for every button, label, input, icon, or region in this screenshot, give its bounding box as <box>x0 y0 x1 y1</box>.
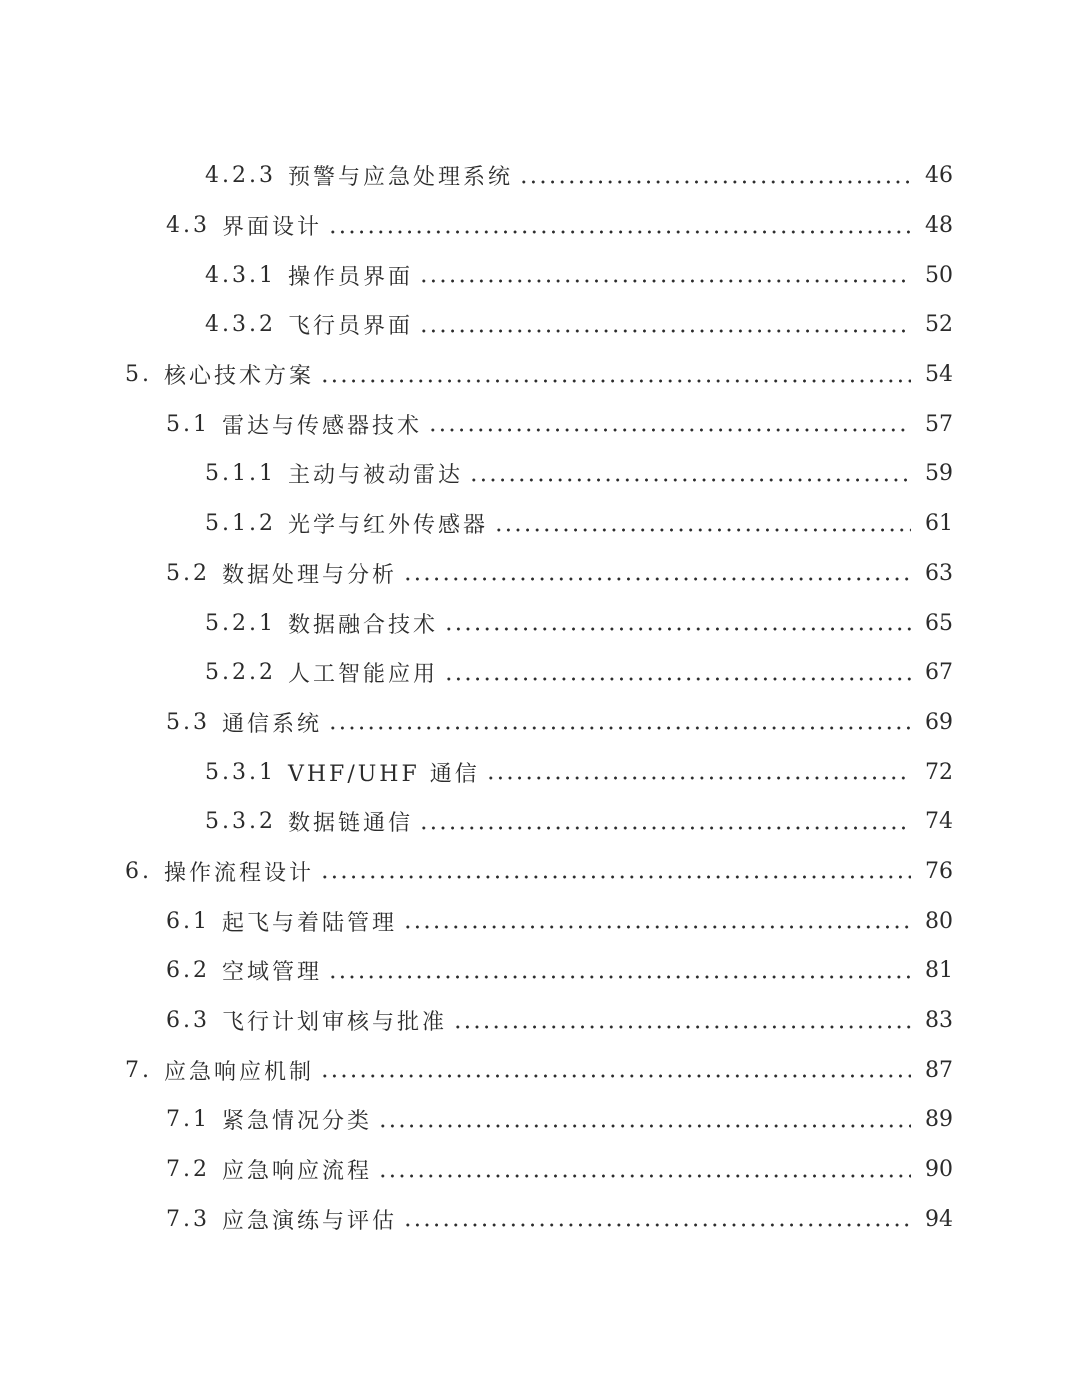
toc-entry-label <box>125 359 314 390</box>
toc-entry[interactable] <box>0 1095 1080 1145</box>
toc-entry-number: 6.3 <box>166 1008 210 1034</box>
toc-entry[interactable] <box>0 1145 1080 1195</box>
toc-entry-number: 5.1.1 <box>205 461 276 487</box>
toc-entry[interactable] <box>0 151 1080 201</box>
toc-entry-title: 数据融合技术 <box>287 612 438 638</box>
toc-entry-number: 7.3 <box>166 1206 210 1232</box>
toc-entry-page-number: 69 <box>925 709 953 735</box>
toc-entry-page-number: 52 <box>925 312 953 338</box>
toc-dot-leader <box>444 677 911 681</box>
toc-entry[interactable] <box>0 201 1080 251</box>
toc-entry-title: 数据链通信 <box>287 811 413 837</box>
toc-dot-leader <box>469 478 911 482</box>
toc-entry[interactable] <box>0 648 1080 698</box>
toc-entry[interactable] <box>0 598 1080 648</box>
toc-entry[interactable] <box>0 350 1080 400</box>
toc-entry-number: 4.3.1 <box>205 262 276 288</box>
toc-dot-leader <box>486 776 911 780</box>
toc-entry-page-number: 74 <box>925 809 953 835</box>
toc-entry[interactable] <box>0 1045 1080 1095</box>
toc-entry[interactable] <box>0 847 1080 897</box>
toc-entry-page-number: 54 <box>925 362 953 388</box>
toc-entry-label <box>125 856 314 887</box>
toc-dot-leader <box>328 726 911 730</box>
toc-entry[interactable] <box>0 946 1080 996</box>
toc-entry[interactable] <box>0 797 1080 847</box>
toc-entry-page-number: 72 <box>925 759 953 785</box>
toc-entry-number: 7. <box>125 1057 152 1083</box>
toc-entry-page-number: 90 <box>925 1157 953 1183</box>
toc-entry-number: 5.3.1 <box>205 759 276 785</box>
toc-entry-label <box>205 757 480 788</box>
toc-entry-title: 人工智能应用 <box>287 662 438 688</box>
toc-entry-label <box>205 160 513 191</box>
toc-entry-title: 预警与应急处理系统 <box>287 165 513 191</box>
toc-dot-leader <box>444 627 911 631</box>
toc-entry-label <box>166 1104 372 1135</box>
toc-dot-leader <box>419 279 911 283</box>
toc-entry-number: 6.2 <box>166 958 210 984</box>
toc-dot-leader <box>453 1025 911 1029</box>
toc-entry-page-number: 48 <box>925 213 953 239</box>
toc-entry-number: 5.1 <box>166 411 210 437</box>
toc-dot-leader <box>328 230 911 234</box>
toc-entry-page-number: 83 <box>925 1008 953 1034</box>
toc-entry-label <box>166 1005 447 1036</box>
toc-entry-number: 5.3.2 <box>205 809 276 835</box>
toc-entry-title: 界面设计 <box>222 215 323 241</box>
toc-entry-label <box>205 309 413 340</box>
toc-entry-title: 雷达与传感器技术 <box>222 413 423 439</box>
toc-entry-label <box>166 210 322 241</box>
toc-entry-title: 飞行计划审核与批准 <box>222 1010 448 1036</box>
toc-entry-page-number: 94 <box>925 1206 953 1232</box>
toc-dot-leader <box>419 329 911 333</box>
toc-entry-number: 5.2 <box>166 560 210 586</box>
toc-entry-title: 紧急情况分类 <box>222 1109 373 1135</box>
toc-dot-leader <box>403 577 911 581</box>
toc-entry-title: 主动与被动雷达 <box>287 463 463 489</box>
toc-dot-leader <box>378 1124 911 1128</box>
toc-entry-label <box>205 608 438 639</box>
toc-entry-label <box>166 558 397 589</box>
toc-entry-number: 5.2.1 <box>205 610 276 636</box>
toc-entry-number: 4.3 <box>166 213 210 239</box>
toc-entry-title: VHF/UHF 通信 <box>287 761 480 787</box>
toc-entry[interactable] <box>0 549 1080 599</box>
toc-entry-title: 起飞与着陆管理 <box>222 910 398 936</box>
toc-entry-title: 光学与红外传感器 <box>287 513 488 539</box>
toc-entry-label <box>166 1154 372 1185</box>
toc-entry-page-number: 46 <box>925 163 953 189</box>
toc-entry-page-number: 87 <box>925 1057 953 1083</box>
toc-entry-title: 应急响应机制 <box>164 1059 315 1085</box>
toc-entry-number: 6. <box>125 858 152 884</box>
toc-entry-page-number: 63 <box>925 560 953 586</box>
toc-entry-page-number: 80 <box>925 908 953 934</box>
toc-entry[interactable] <box>0 747 1080 797</box>
toc-entry-label <box>205 657 438 688</box>
toc-entry-number: 6.1 <box>166 908 210 934</box>
toc-entry-page-number: 65 <box>925 610 953 636</box>
toc-dot-leader <box>519 180 911 184</box>
toc-entry-label <box>125 1055 314 1086</box>
toc-entry[interactable] <box>0 399 1080 449</box>
toc-entry-number: 7.2 <box>166 1157 210 1183</box>
toc-entry-label <box>205 508 488 539</box>
toc-entry-title: 空域管理 <box>222 960 323 986</box>
toc-entry-label <box>166 707 322 738</box>
toc-entry-title: 操作流程设计 <box>164 860 315 886</box>
toc-dot-leader <box>320 1074 911 1078</box>
toc-entry-number: 4.2.3 <box>205 163 276 189</box>
toc-entry-title: 应急演练与评估 <box>222 1208 398 1234</box>
toc-entry-number: 5.1.2 <box>205 511 276 537</box>
toc-dot-leader <box>419 826 911 830</box>
toc-entry[interactable] <box>0 698 1080 748</box>
toc-entry-label <box>166 906 397 937</box>
toc-entry[interactable] <box>0 499 1080 549</box>
toc-entry-page-number: 76 <box>925 858 953 884</box>
toc-entry-title: 通信系统 <box>222 711 323 737</box>
table-of-contents <box>0 151 1080 1244</box>
toc-entry-title: 应急响应流程 <box>222 1159 373 1185</box>
toc-entry-page-number: 67 <box>925 660 953 686</box>
toc-dot-leader <box>403 925 911 929</box>
toc-entry-label <box>166 409 422 440</box>
toc-dot-leader <box>494 528 911 532</box>
toc-dot-leader <box>403 1223 911 1227</box>
toc-entry-label <box>205 806 413 837</box>
toc-entry-label <box>166 1204 397 1235</box>
toc-entry-title: 数据处理与分析 <box>222 562 398 588</box>
toc-entry[interactable] <box>0 1194 1080 1244</box>
toc-entry-title: 操作员界面 <box>287 264 413 290</box>
toc-entry[interactable] <box>0 250 1080 300</box>
toc-dot-leader <box>428 428 911 432</box>
toc-entry-page-number: 61 <box>925 511 953 537</box>
toc-entry-page-number: 57 <box>925 411 953 437</box>
toc-entry[interactable] <box>0 449 1080 499</box>
toc-entry-page-number: 50 <box>925 262 953 288</box>
toc-entry-title: 飞行员界面 <box>287 314 413 340</box>
toc-entry-page-number: 59 <box>925 461 953 487</box>
toc-dot-leader <box>378 1174 911 1178</box>
toc-dot-leader <box>320 379 911 383</box>
toc-entry-number: 5.2.2 <box>205 660 276 686</box>
toc-entry-label <box>166 955 322 986</box>
toc-dot-leader <box>320 875 911 879</box>
toc-entry-number: 7.1 <box>166 1107 210 1133</box>
toc-entry-label <box>205 260 413 291</box>
toc-entry-label <box>205 458 463 489</box>
toc-entry[interactable] <box>0 996 1080 1046</box>
toc-entry-number: 5. <box>125 362 152 388</box>
toc-dot-leader <box>328 975 911 979</box>
toc-entry[interactable] <box>0 896 1080 946</box>
toc-entry[interactable] <box>0 300 1080 350</box>
toc-entry-number: 5.3 <box>166 709 210 735</box>
toc-entry-title: 核心技术方案 <box>164 364 315 390</box>
toc-entry-page-number: 89 <box>925 1107 953 1133</box>
toc-entry-number: 4.3.2 <box>205 312 276 338</box>
toc-entry-page-number: 81 <box>925 958 953 984</box>
